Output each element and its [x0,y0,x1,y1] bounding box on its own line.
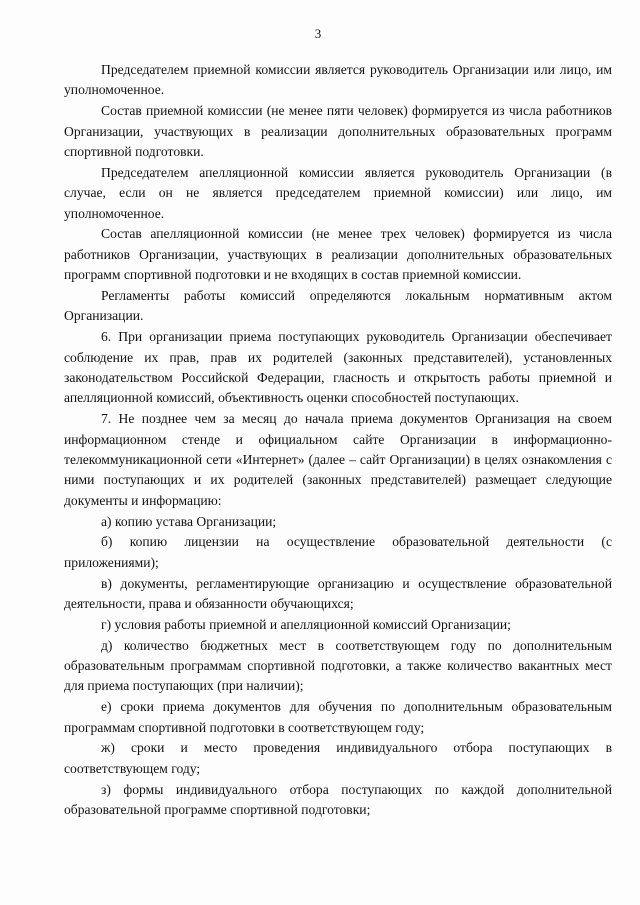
paragraph-item-6: 6. При организации приема поступающих руководитель Организации обеспечивает соблюдение их прав, прав их родителей (законных представителей), установленных законодательством Российской Федерации, гласность и открытость работы приемной и апелляционной комиссий, объективность оценки способностей поступающих. [64,329,612,406]
list-item-e: е) сроки приема документов для обучения по дополнительным образовательным программам спортивной подготовки в соответствующем году; [64,699,612,735]
list-item-a: а) копию устава Организации; [101,513,277,529]
paragraph-chair-appeal: Председателем апелляционной комиссии является руководитель Организации (в случае, если он не является председателем приемной комиссии) или лицо, им уполномоченное. [64,164,612,221]
list-item-zh: ж) сроки и место проведения индивидуального отбора поступающих в соответствующем году; [64,740,612,776]
paragraph-appeal-composition: Состав апелляционной комиссии (не менее трех человек) формируется из числа работников Организации, участвующих в реализации дополнительных образовательных программ спортивной подготовки и не входящих в состав приемной комиссии. [64,226,612,283]
list-item-v: в) документы, регламентирующие организацию и осуществление образовательной деятельности, права и обязанности обучающихся; [64,575,612,612]
list-item-z: з) формы индивидуального отбора поступающих по каждой дополнительной образовательной программе спортивной подготовки; [64,781,612,818]
list-item-b: б) копию лицензии на осуществление образовательной деятельности (с приложениями); [64,534,612,570]
paragraph-regulations: Регламенты работы комиссий определяются локальным нормативным актом Организации. [64,288,612,324]
paragraph-admission-composition: Состав приемной комиссии (не менее пяти человек) формируется из числа работников Организации, участвующих в реализации дополнительных образовательных программ спортивной подготовки. [64,103,612,160]
paragraph-chair-admission: Председателем приемной комиссии является руководитель Организации или лицо, им уполномоченное. [64,62,612,98]
list-item-g: г) условия работы приемной и апелляционной комиссий Организации; [101,616,511,632]
list-item-d: д) количество бюджетных мест в соответствующем году по дополнительным образовательным программам спортивной подготовки, а также количество вакантных мест для приема поступающих (при наличии); [64,637,612,694]
page-number: 3 [314,26,322,41]
paragraph-item-7: 7. Не позднее чем за месяц до начала приема документов Организация на своем информационном стенде и официальном сайте Организации в информационно-телекоммуникационной сети «Интернет» (далее – сайт Организации) в целях ознакомления с ними поступающих и их родителей (законных представителей) размещает следующие документы и информацию: [64,411,612,508]
